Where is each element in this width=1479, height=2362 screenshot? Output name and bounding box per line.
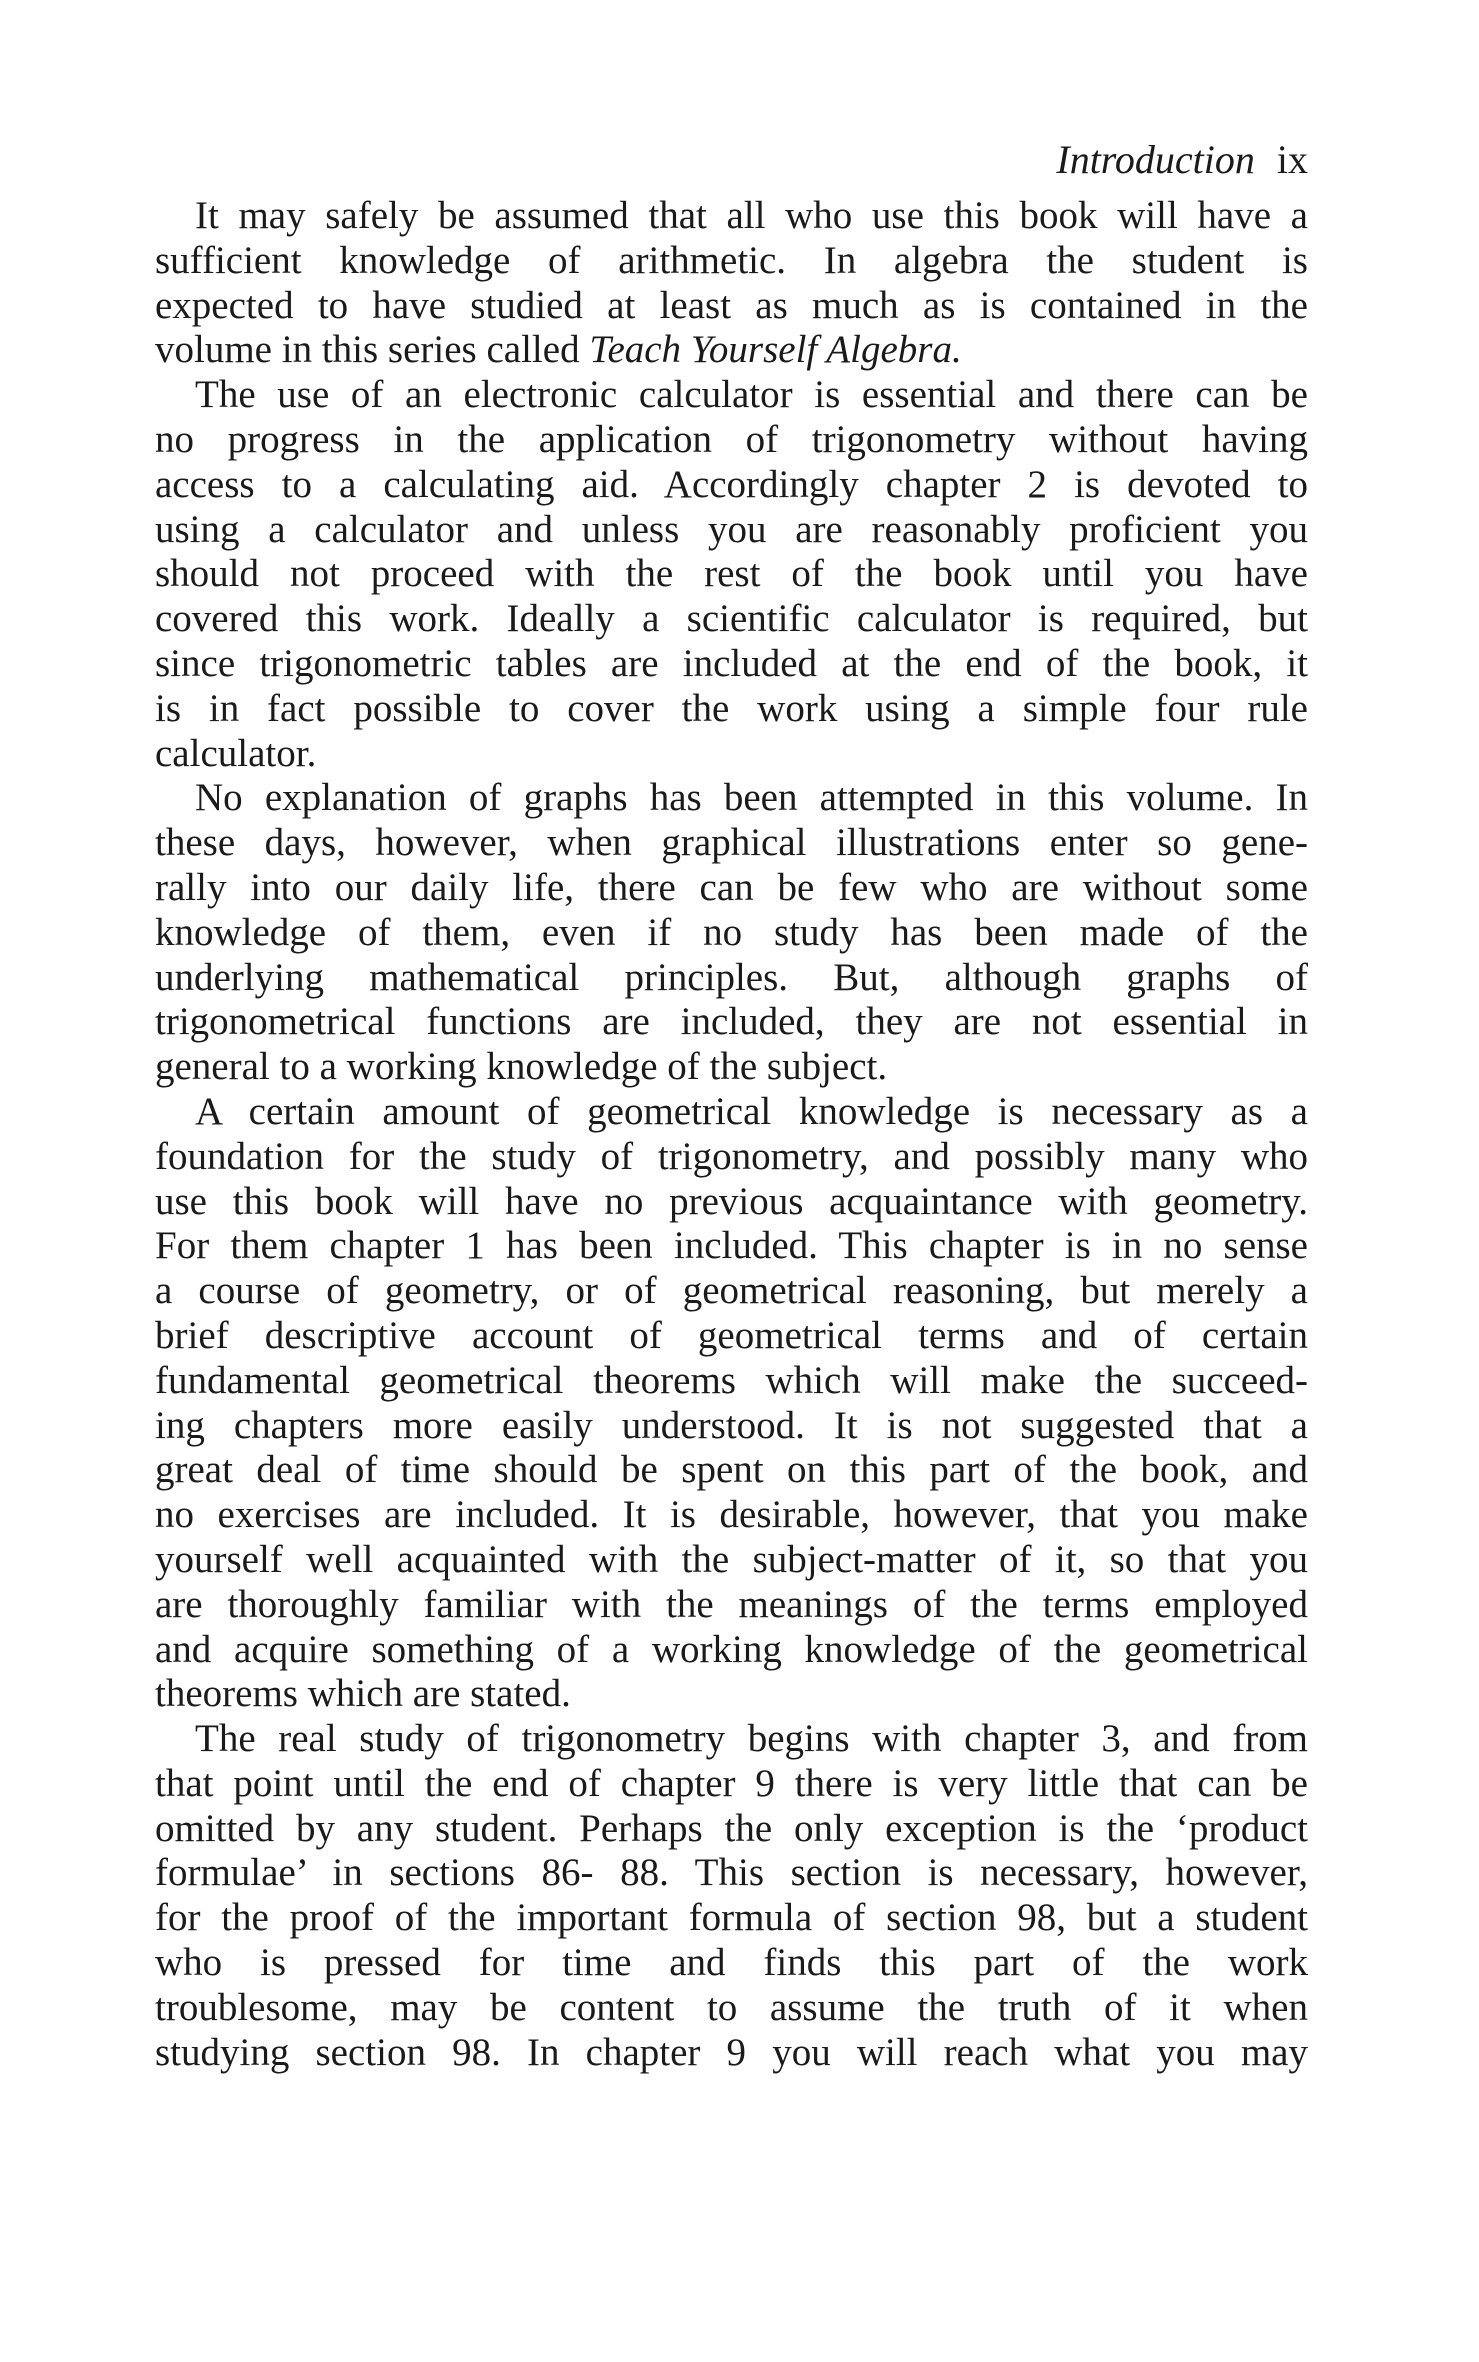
text-line: studying section 98. In chapter 9 you will reach what you may	[155, 2030, 1308, 2074]
paragraph-calculator	[155, 373, 1308, 776]
page-number: ix	[1276, 137, 1308, 182]
text-line: general to a working knowledge of the subject.	[155, 1045, 888, 1089]
text-fragment: volume in this series called	[155, 328, 590, 372]
text-line: fundamental geometrical theorems which will make the succeed-	[155, 1358, 1308, 1402]
text-line: The use of an electronic calculator is essential and there can be	[195, 373, 1308, 417]
text-line: theorems which are stated.	[155, 1672, 571, 1716]
book-title: Teach Yourself Algebra.	[589, 328, 962, 372]
paragraph-graphs	[155, 776, 1308, 1090]
text-line: for the proof of the important formula of section 98, but a student	[155, 1896, 1308, 1940]
paragraph-prerequisites	[155, 194, 1308, 373]
text-line: trigonometrical functions are included, they are not essential in	[155, 1000, 1308, 1044]
text-line: no exercises are included. It is desirable, however, that you make	[155, 1493, 1308, 1537]
text-line: ing chapters more easily understood. It is not suggested that a	[155, 1403, 1308, 1447]
text-line: calculator.	[155, 731, 317, 775]
text-line: who is pressed for time and finds this part of the work	[155, 1941, 1308, 1985]
text-line: For them chapter 1 has been included. This chapter is in no sense	[155, 1224, 1308, 1268]
text-line: a course of geometry, or of geometrical reasoning, but merely a	[155, 1269, 1308, 1313]
running-head	[160, 138, 1308, 182]
text-line: sufficient knowledge of arithmetic. In algebra the student is	[155, 238, 1308, 282]
text-line: is in fact possible to cover the work using a simple four rule	[155, 686, 1308, 730]
text-line: and acquire something of a working knowledge of the geometrical	[155, 1627, 1308, 1671]
text-line: great deal of time should be spent on this part of the book, and	[155, 1448, 1308, 1492]
text-line: no progress in the application of trigonometry without having	[155, 417, 1308, 461]
text-line: underlying mathematical principles. But, although graphs of	[155, 955, 1308, 999]
paragraph-real-study	[155, 1717, 1308, 2075]
text-line: foundation for the study of trigonometry, and possibly many who	[155, 1134, 1308, 1178]
paragraph-geometry	[155, 1090, 1308, 1717]
text-line: yourself well acquainted with the subject-matter of it, so that you	[155, 1537, 1308, 1581]
text-line: rally into our daily life, there can be few who are without some	[155, 865, 1308, 909]
text-line: No explanation of graphs has been attempted in this volume. In	[195, 776, 1308, 820]
text-line: knowledge of them, even if no study has been made of the	[155, 910, 1308, 954]
text-line: covered this work. Ideally a scientific calculator is required, but	[155, 597, 1308, 641]
text-line: troublesome, may be content to assume the truth of it when	[155, 1985, 1308, 2029]
text-line: The real study of trigonometry begins with chapter 3, and from	[195, 1717, 1308, 1761]
text-line: A certain amount of geometrical knowledge is necessary as a	[195, 1089, 1308, 1133]
text-line: since trigonometric tables are included at the end of the book, it	[155, 641, 1308, 685]
body-text	[155, 194, 1308, 2075]
text-line: using a calculator and unless you are reasonably proficient you	[155, 507, 1308, 551]
text-line	[155, 328, 1308, 373]
text-line: expected to have studied at least as much as is contained in the	[155, 283, 1308, 327]
text-line: that point until the end of chapter 9 there is very little that can be	[155, 1761, 1308, 1805]
text-line: access to a calculating aid. Accordingly chapter 2 is devoted to	[155, 462, 1308, 506]
text-line: these days, however, when graphical illustrations enter so gene-	[155, 821, 1308, 865]
text-line: are thoroughly familiar with the meanings of the terms employed	[155, 1582, 1308, 1626]
text-line: formulae’ in sections 86- 88. This section is necessary, however,	[155, 1851, 1308, 1895]
text-line: use this book will have no previous acquaintance with geometry.	[155, 1179, 1308, 1223]
text-line: It may safely be assumed that all who use this book will have a	[195, 194, 1308, 237]
text-line: omitted by any student. Perhaps the only exception is the ‘product	[155, 1806, 1308, 1850]
text-line: brief descriptive account of geometrical terms and of certain	[155, 1313, 1308, 1357]
text-line: should not proceed with the rest of the book until you have	[155, 552, 1308, 596]
running-head-title: Introduction	[1056, 137, 1255, 182]
